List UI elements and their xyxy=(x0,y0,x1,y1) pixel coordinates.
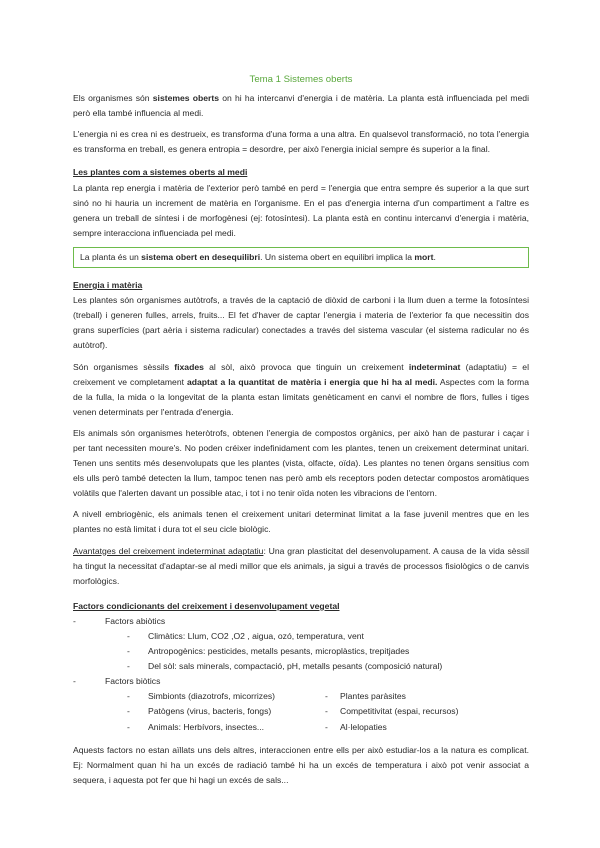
paragraph-energy: L'energia ni es crea ni es destrueix, es transforma d'una forma a una altra. En qualsevol transformació, no tota l'energia es transforma en treball, es genera entropia = desordre, per això l'energia inicial sempre és superior a la final. xyxy=(73,129,529,155)
list-item: - Plantes paràsites xyxy=(325,691,406,702)
heading-factors: Factors condicionants del creixement i desenvolupament vegetal xyxy=(73,600,340,611)
list-item: - Climàtics: Llum, CO2 ,O2 , aigua, ozó, temperatura, vent xyxy=(127,631,364,641)
list-item: - Del sòl: sals minerals, compactació, pH, metalls pesants (composició natural) xyxy=(127,661,443,672)
list-item: - Animals: Herbívors, insectes... xyxy=(127,721,265,732)
heading-open-systems: Les plantes com a sistemes oberts al medi xyxy=(73,167,248,178)
paragraph-animals: Els animals són organismes heteròtrofs, obtenen l'energia de compostos orgànics, per això han de pasturar i caçar i per tant necessiten moure's. No poden créixer indefinidament com les plantes, tenen un creixement determinat unitari. Tenen uns sentits més desenvolupats que les plantes (vista, olfacte, oïda). Les plantes no tenen òrgans sensitius com els ulls però també detecten la llum, tampoc tenen nas però amb els receptors poden detectar compostos aromàtiques volàtils que l'alerten davant un possible atac, i tot i no tenir oïda noten les vibracions de l'entorn. xyxy=(73,427,529,499)
paragraph-open-systems: La planta rep energia i matèria de l'exterior però també en perd = l'energia que entra sempre és superior a la que surt sinó no hi hauria un increment de matèria en l'organisme. En el pas d'energia interna d'un compartiment a l'altre es genera un treball de síntesi i de morfogènesi (ej: fotosíntesi). La planta està en continu intercanvi d'energia i matèria, sempre interacciona influenciada pel medi. xyxy=(73,182,529,238)
list-row xyxy=(73,689,529,704)
paragraph-interactions: Aquests factors no estan aïllats uns dels altres, interaccionen entre ells per això estudiar-los a la natura es complicat. Ej: Normalment quan hi ha un excés de radiació també hi ha un excés de temperatura i això pot venir associat a sequera, i aquesta pot fer que hi hagi un excés de sals... xyxy=(73,744,529,785)
list-item: - Competitivitat (espai, recursos) xyxy=(325,706,459,717)
paragraph-sessile: Són organismes sèssils fixades al sòl, això provoca que tinguin un creixement indeterminat (adaptatiu) = el creixement ve completament adaptat a la quantitat de matèria i energia que hi ha al medi. Aspectes com la forma de la fulla, la mida o la longevitat de la planta estan limitats genèticament en canvi el nombre de flors, fulles i tiges venen determinats per l'entrada d'energia. xyxy=(73,361,529,417)
page-title: Tema 1 Sistemes oberts xyxy=(249,74,353,85)
list-item: - Al·lelopaties xyxy=(325,721,387,732)
heading-energy-matter: Energia i matèria xyxy=(73,280,143,291)
highlight-box: La planta és un sistema obert en desequilibri. Un sistema obert en equilibri implica la mort. xyxy=(73,247,529,268)
list-row xyxy=(73,704,529,719)
document-body xyxy=(73,72,529,794)
paragraph-autotrophs: Les plantes són organismes autòtrofs, a través de la captació de diòxid de carboni i la llum duen a terme la fotosíntesi (treball) i generen fulles, arrels, fruits... El fet d'haver de captar l'energia i materia de l'exterior fa que necessitin dos grans superfícies (part aèria i sistema radicular) conectades a través del sistema vascular (el sistema radicular no és autòtrof). xyxy=(73,295,529,351)
paragraph-embryogenic: A nivell embriogènic, els animals tenen el creixement unitari determinat limitat a la fase juvenil mentres que en les plantes no està limitat i dura tot el seu cicle biològic. xyxy=(73,509,529,535)
list-item: - Antropogènics: pesticides, metalls pesants, microplàstics, trepitjades xyxy=(127,646,410,657)
list-item-biotic: - Factors biòtics xyxy=(73,674,529,689)
list-row xyxy=(73,720,529,735)
paragraph-advantages: Avantatges del creixement indeterminat adaptatiu: Una gran plasticitat del desenvolupament. A causa de la vida sèssil ha tingut la necessitat d'adaptar-se al medi millor que els animals, ja sigui a través de processos fisiològics o de canvis morfològics. xyxy=(73,545,529,586)
list-item-abiotic: - Factors abiòtics xyxy=(73,614,529,629)
list-item: - Simbionts (diazotrofs, micorrizes) xyxy=(127,691,276,702)
factors-list xyxy=(73,614,529,735)
list-item: - Patògens (virus, bacteris, fongs) xyxy=(127,706,272,717)
paragraph-intro: Els organismes són sistemes oberts on hi ha intercanvi d'energia i de matèria. La planta està influenciada pel medi però ella també influencia al medi. xyxy=(73,93,529,119)
